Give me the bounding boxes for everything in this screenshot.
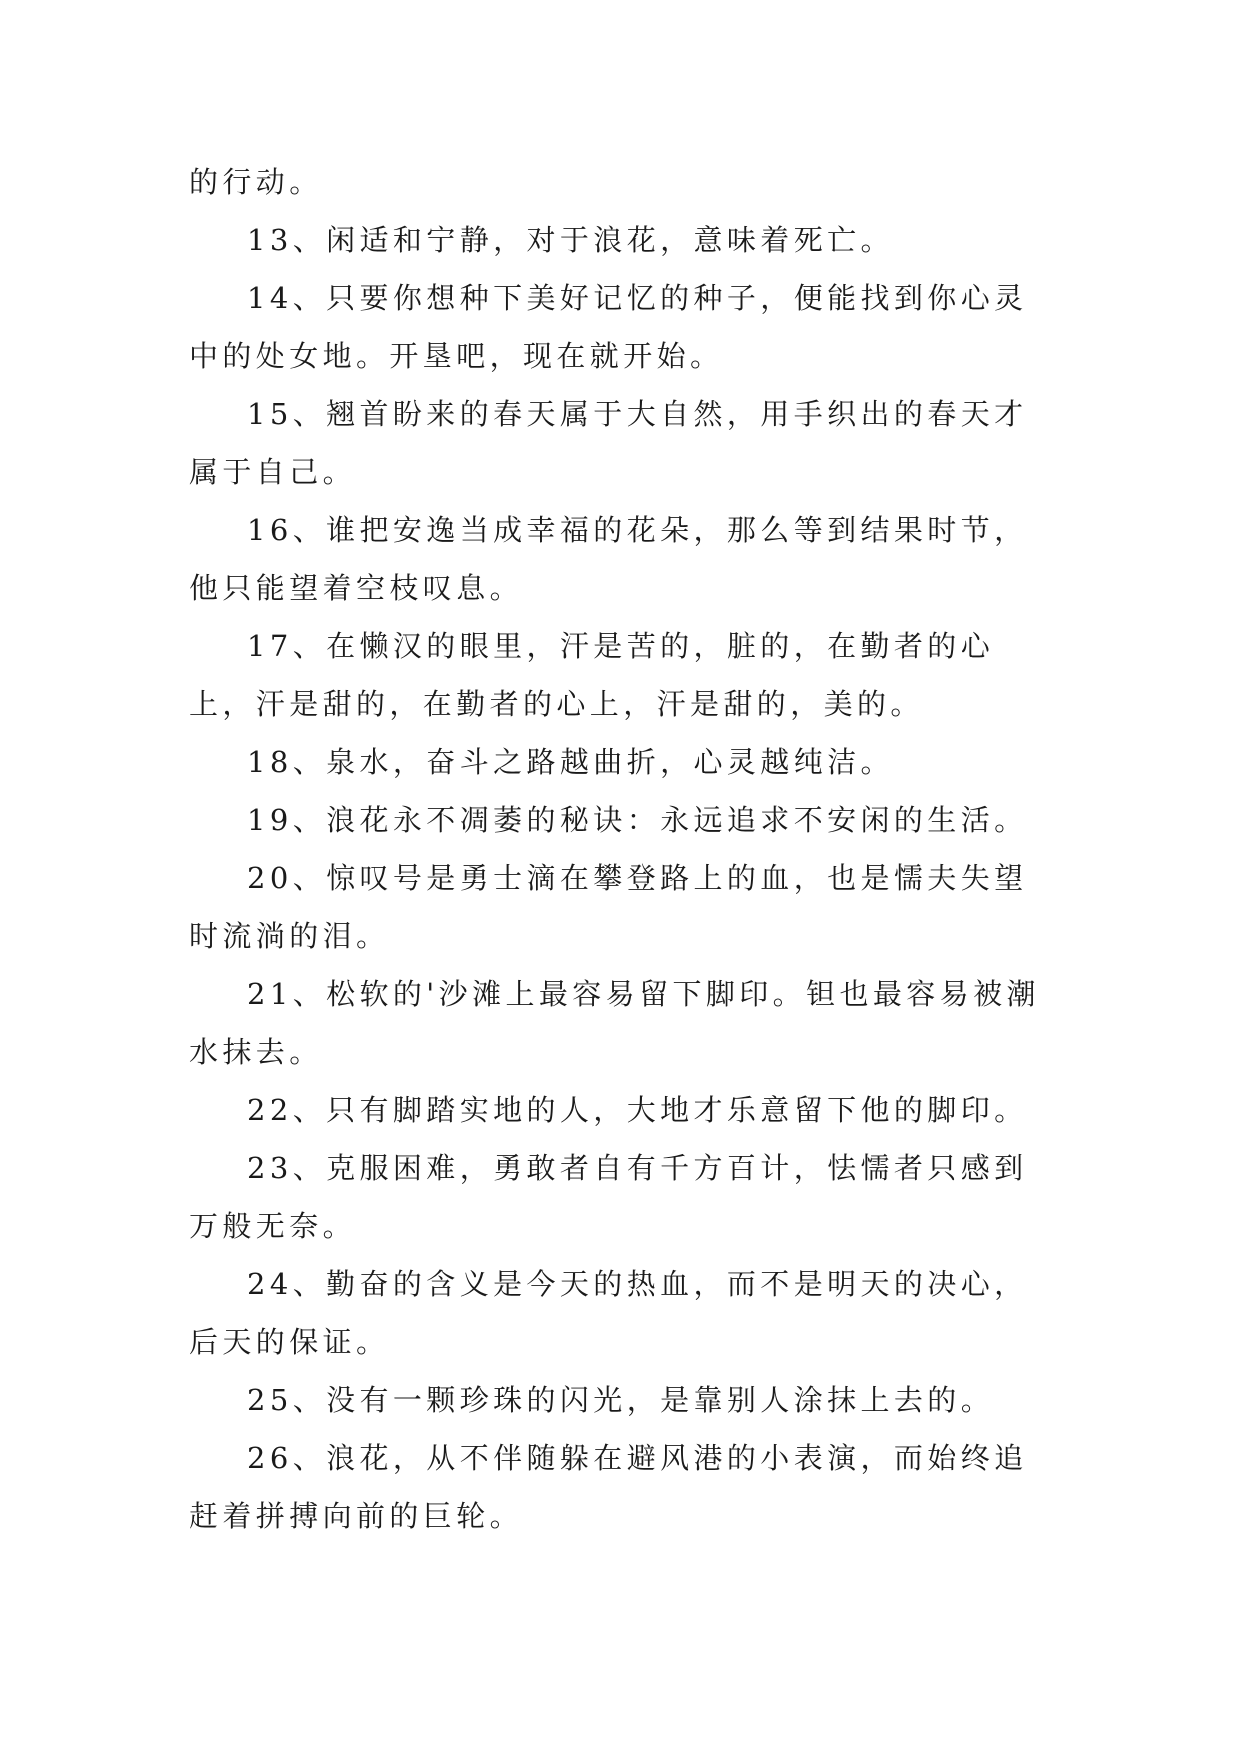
paragraph-26: 26、浪花，从不伴随躲在避风港的小表演，而始终追赶着拼搏向前的巨轮。 (189, 1441, 1028, 1533)
paragraph-21: 21、松软的'沙滩上最容易留下脚印。钽也最容易被潮水抹去。 (189, 977, 1040, 1069)
paragraph-24: 24、勤奋的含义是今天的热血，而不是明天的决心，后天的保证。 (189, 1267, 1028, 1359)
paragraph-20: 20、惊叹号是勇士滴在攀登路上的血，也是懦夫失望时流淌的泪。 (189, 861, 1028, 953)
paragraph-17: 17、在懒汉的眼里，汗是苦的，脏的，在勤者的心上，汗是甜的，在勤者的心上，汗是甜的，美的。 (189, 629, 995, 721)
paragraph-16: 16、谁把安逸当成幸福的花朵，那么等到结果时节，他只能望着空枝叹息。 (189, 513, 1028, 605)
paragraph-23: 23、克服困难，勇敢者自有千方百计，怯懦者只感到万般无奈。 (189, 1151, 1028, 1243)
paragraph-22: 22、只有脚踏实地的人，大地才乐意留下他的脚印。 (247, 1093, 1028, 1127)
paragraph-19: 19、浪花永不凋萎的秘诀：永远追求不安闲的生活。 (247, 803, 1028, 837)
paragraph-14: 14、只要你想种下美好记忆的种子，便能找到你心灵中的处女地。开垦吧，现在就开始。 (189, 281, 1028, 373)
paragraph-13: 13、闲适和宁静，对于浪花，意味着死亡。 (247, 223, 894, 257)
document-body (189, 153, 1051, 1545)
paragraph-25: 25、没有一颗珍珠的闪光，是靠别人涂抹上去的。 (247, 1383, 995, 1417)
paragraph-18: 18、泉水，奋斗之路越曲折，心灵越纯洁。 (247, 745, 894, 779)
paragraph-15: 15、翘首盼来的春天属于大自然，用手织出的春天才属于自己。 (189, 397, 1028, 489)
paragraph-continuation: 的行动。 (189, 165, 323, 199)
